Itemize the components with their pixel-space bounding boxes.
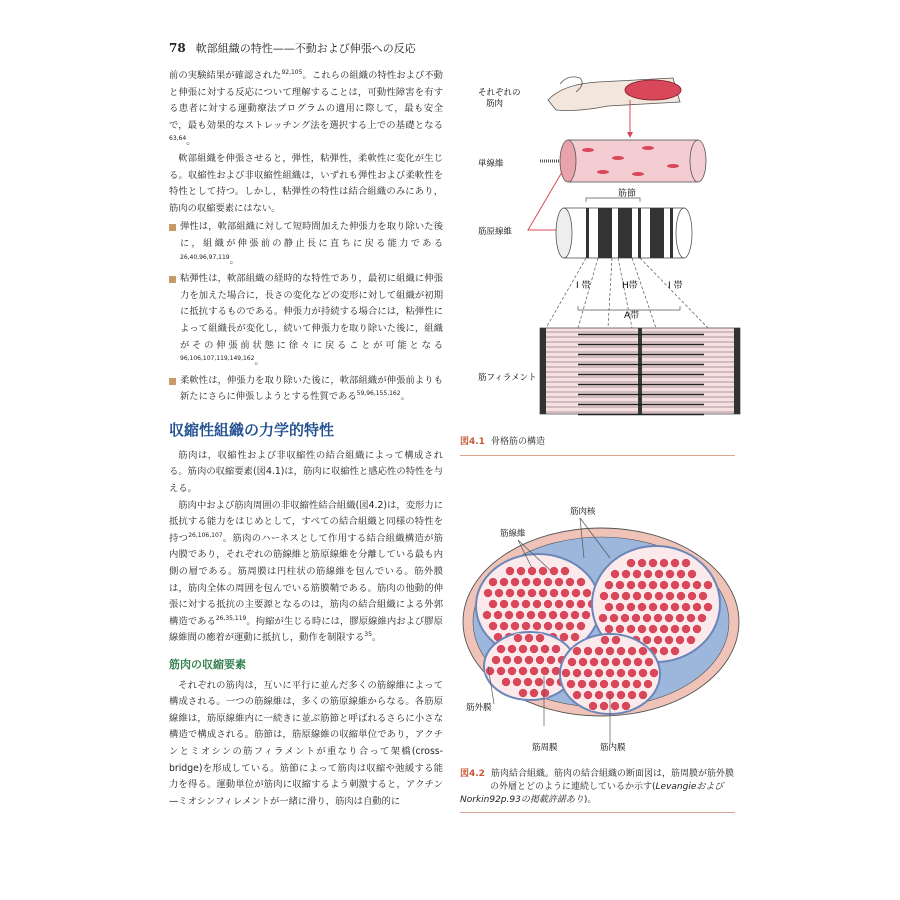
- muscle-fiber: [644, 657, 653, 666]
- muscle-fiber: [529, 688, 538, 697]
- muscle-fiber: [521, 599, 530, 608]
- bullet-plasticity: 柔軟性は，伸張力を取り除いた後に，軟部組織が伸張前よりも新たにさらに伸張しようとする性質である$^{59,96,155,162}$。: [169, 373, 443, 406]
- muscle-fiber: [659, 602, 668, 611]
- label-filament: 筋フィラメント: [478, 373, 537, 383]
- muscle-fiber: [605, 668, 614, 677]
- label-hband: H帯: [622, 281, 638, 291]
- muscle-fiber: [538, 566, 547, 575]
- muscle-fiber: [670, 580, 679, 589]
- muscle-fiber: [578, 657, 587, 666]
- muscle-fiber: [510, 599, 519, 608]
- muscle-fiber: [637, 580, 646, 589]
- paragraph-4: 筋肉中および筋肉周囲の非収縮性結合組織(図4.2)は，変形力に抵抗する能力をはじめとして，すべての結合組織と同様の特性を持つ$^{26,106,107}$。筋肉のハーネスとして作用する結合組織構造が筋内膜であり，それぞれの筋線維と筋原線維を分離している最も内側の層である。筋周膜は円柱状の筋線維を包んでいる。筋外膜は，筋肉全体の周囲を包んでいる筋膜鞘である。筋肉の他動的伸張に対する抵抗の主要源となるのは，筋肉の結合組織による外郭構造である$^{26,35,119}$。拘縮が生じる時には，膠原線維内および膠原線維間の癒着が運動に抵抗し，動作を制限する$^{35}$。: [169, 499, 443, 644]
- muscle-fiber: [687, 569, 696, 578]
- muscle-fiber: [485, 666, 494, 675]
- muscle-fiber: [637, 558, 646, 567]
- muscle-fiber: [491, 655, 500, 664]
- muscle-fiber: [524, 633, 533, 642]
- muscle-fiber: [686, 613, 695, 622]
- muscle-fiber: [482, 610, 491, 619]
- running-title: 軟部組織の特性——不動および伸張への反応: [195, 42, 416, 55]
- left-column: [169, 68, 443, 810]
- label-iband-1: I 帯: [576, 281, 591, 291]
- label-aband: A帯: [624, 311, 640, 321]
- paragraph-3: 筋肉は，収縮性および非収縮性の結合組織によって構成される。筋肉の収縮要素(図4.1)は，筋肉に収縮性と感応性の特性を与える。: [169, 449, 443, 495]
- muscle-fiber: [664, 613, 673, 622]
- muscle-fiber: [609, 613, 618, 622]
- muscle-fiber: [571, 588, 580, 597]
- muscle-fiber: [543, 599, 552, 608]
- muscle-fiber: [548, 610, 557, 619]
- muscle-fiber: [687, 591, 696, 600]
- muscle-fiber: [627, 668, 636, 677]
- muscle-fiber: [554, 577, 563, 586]
- muscle-fiber: [626, 558, 635, 567]
- muscle-fiber: [583, 668, 592, 677]
- muscle-fiber: [518, 644, 527, 653]
- muscle-fiber: [615, 624, 624, 633]
- muscle-fiber: [488, 577, 497, 586]
- muscle-fiber: [538, 588, 547, 597]
- muscle-fiber: [648, 558, 657, 567]
- label-sarcomere: 筋節: [618, 189, 637, 199]
- running-header: [169, 40, 416, 56]
- muscle-fiber: [681, 602, 690, 611]
- muscle-fiber: [659, 580, 668, 589]
- muscle-fiber: [620, 613, 629, 622]
- muscle-fiber: [521, 577, 530, 586]
- muscle-fiber: [521, 621, 530, 630]
- label-muscle-fiber: 筋線維: [500, 529, 526, 539]
- muscle-fiber: [648, 580, 657, 589]
- bullet-viscoelasticity: 粘弾性は，軟部組織の経時的な特性であり，最初に組織に伸張力を加えた場合に，長さの変化などの変形に対して組織が初期に抵抗するものである。伸張力が持続する場合には，粘弾性によって組織長が変化し，続いて伸張力を取り除いた後に，組織がその伸張前状態に徐々に戻ることが可能となる$^{96,106,107,119,149,162}$。: [169, 271, 443, 371]
- muscle-fiber: [692, 602, 701, 611]
- muscle-fiber: [551, 644, 560, 653]
- muscle-fiber: [527, 588, 536, 597]
- muscle-fiber: [496, 644, 505, 653]
- muscle-fiber: [654, 569, 663, 578]
- muscle-fiber: [488, 621, 497, 630]
- muscle-fiber: [626, 602, 635, 611]
- label-fiber: 単線維: [478, 159, 504, 169]
- muscle-fiber: [643, 591, 652, 600]
- muscle-fiber: [659, 646, 668, 655]
- muscle-fiber: [567, 657, 576, 666]
- muscle-fiber: [510, 577, 519, 586]
- muscle-fiber: [599, 701, 608, 710]
- muscle-fiber: [676, 569, 685, 578]
- figure-4-2-caption: 図4.2 筋肉結合組織。筋肉の結合組織の断面図は，筋周膜が筋外膜 の外層とどのように連続しているか示す(LevangieおよびNorkin92p.93の掲載許諾あり)。: [460, 769, 734, 805]
- muscle-fiber: [643, 679, 652, 688]
- muscle-fiber: [621, 569, 630, 578]
- paragraph-1: 前の実験結果が確認された$^{92,105}$。これらの組織の特性および不動と伸張に対する反応について理解することは，可動性障害を有する患者に対する運動療法プログラムの適用に際して，最も安全で，最も効果的なストレッチング法を選択する上での基礎となる$^{63,64}$。: [169, 68, 443, 148]
- muscle-fiber: [501, 677, 510, 686]
- muscle-fiber: [653, 635, 662, 644]
- muscle-fiber: [524, 655, 533, 664]
- muscle-fiber: [554, 599, 563, 608]
- muscle-fiber: [621, 591, 630, 600]
- muscle-fiber: [516, 588, 525, 597]
- muscle-fiber: [697, 613, 706, 622]
- muscle-fiber: [637, 602, 646, 611]
- muscle-in-arm: [625, 80, 681, 100]
- muscle-fiber: [499, 577, 508, 586]
- muscle-fiber: [675, 613, 684, 622]
- muscle-fiber: [665, 591, 674, 600]
- figure-muscle-connective-tissue: [460, 498, 742, 756]
- muscle-fiber: [537, 610, 546, 619]
- bullet-square-icon: [169, 224, 176, 231]
- muscle-fiber: [529, 666, 538, 675]
- muscle-fiber: [615, 580, 624, 589]
- muscle-fiber: [577, 679, 586, 688]
- muscle-fiber: [589, 657, 598, 666]
- label-epimysium: 筋外膜: [466, 703, 492, 713]
- muscle-fiber: [502, 655, 511, 664]
- muscle-fiber: [523, 677, 532, 686]
- muscle-fiber: [594, 668, 603, 677]
- muscle-fiber: [632, 679, 641, 688]
- muscle-fiber: [581, 610, 590, 619]
- paragraph-5: それぞれの筋肉は，互いに平行に並んだ多くの筋線維によって構成される。一つの筋線維は，多くの筋原線維からなる。各筋原線維は，筋原線維内に一続きに並ぶ筋節と呼ばれるさらに小さな構造で構成される。筋節は，筋原線維の収縮単位であり，アクチンとミオシンの筋フィラメントが重なり合って架橋(cross-bridge)を形成している。筋節によって筋肉は収縮や弛緩する能力を得る。運動単位が筋肉に収縮するよう刺激すると，アクチン—ミオシンフィレメントが一緒に滑り，筋肉は自動的に: [169, 679, 443, 807]
- muscle-fiber: [665, 569, 674, 578]
- muscle-fiber: [681, 624, 690, 633]
- muscle-fiber: [626, 580, 635, 589]
- muscle-fiber: [616, 646, 625, 655]
- muscle-fiber: [632, 591, 641, 600]
- muscle-fiber: [654, 591, 663, 600]
- muscle-fiber: [670, 558, 679, 567]
- muscle-fiber: [549, 588, 558, 597]
- muscle-fiber: [637, 624, 646, 633]
- muscle-fiber: [638, 668, 647, 677]
- muscle-fiber: [504, 610, 513, 619]
- muscle-fiber: [599, 679, 608, 688]
- muscle-fiber: [588, 679, 597, 688]
- label-myofibril: 筋原線維: [478, 227, 513, 237]
- muscle-fiber: [507, 666, 516, 675]
- muscle-fiber: [513, 633, 522, 642]
- muscle-fiber: [559, 610, 568, 619]
- muscle-fiber: [610, 569, 619, 578]
- muscle-fiber: [513, 655, 522, 664]
- muscle-fiber: [566, 679, 575, 688]
- muscle-fiber: [653, 613, 662, 622]
- muscle-fiber: [570, 632, 579, 641]
- muscle-fiber: [545, 677, 554, 686]
- muscle-fiber: [610, 701, 619, 710]
- muscle-fiber: [621, 701, 630, 710]
- muscle-fiber: [499, 599, 508, 608]
- muscle-fiber: [703, 580, 712, 589]
- muscle-fiber: [616, 690, 625, 699]
- muscle-fiber: [561, 668, 570, 677]
- muscle-fiber: [507, 644, 516, 653]
- muscle-fiber: [505, 566, 514, 575]
- muscle-fiber: [583, 690, 592, 699]
- muscle-fiber: [686, 635, 695, 644]
- muscle-fiber: [576, 599, 585, 608]
- muscle-fiber: [642, 613, 651, 622]
- muscle-fiber: [670, 602, 679, 611]
- muscle-fiber: [532, 621, 541, 630]
- muscle-fiber: [610, 591, 619, 600]
- muscle-fiber: [604, 602, 613, 611]
- fiber-cylinder: [568, 140, 698, 182]
- muscle-fiber: [659, 624, 668, 633]
- muscle-fiber: [627, 690, 636, 699]
- muscle-fiber: [565, 621, 574, 630]
- muscle-fiber: [626, 624, 635, 633]
- paragraph-2: 軟部組織を伸張させると，弾性，粘弾性，柔軟性に変化が生じる。収縮性および非収縮性組織は，いずれも弾性および柔軟性を特性として持つ。しかし，粘弾性の特性は結合組織のみにあり，筋肉の収縮要素にはない。: [169, 152, 443, 214]
- muscle-fiber: [631, 613, 640, 622]
- muscle-fiber: [583, 646, 592, 655]
- muscle-fiber: [681, 558, 690, 567]
- muscle-fiber: [703, 602, 712, 611]
- muscle-fiber: [659, 558, 668, 567]
- muscle-fiber: [692, 580, 701, 589]
- muscle-fiber: [627, 646, 636, 655]
- muscle-fiber: [600, 657, 609, 666]
- muscle-fiber: [554, 621, 563, 630]
- muscle-fiber: [622, 657, 631, 666]
- muscle-fiber: [518, 688, 527, 697]
- muscle-fiber: [488, 599, 497, 608]
- muscle-fiber: [610, 679, 619, 688]
- muscle-fiber: [529, 644, 538, 653]
- muscle-fiber: [535, 655, 544, 664]
- muscle-fiber: [496, 666, 505, 675]
- caption-rule: [460, 812, 735, 813]
- page-number: 78: [169, 41, 186, 55]
- muscle-fiber: [611, 635, 620, 644]
- muscle-fiber: [582, 588, 591, 597]
- muscle-fiber: [572, 690, 581, 699]
- subsection-heading: 筋肉の収縮要素: [169, 658, 246, 671]
- muscle-fiber: [670, 624, 679, 633]
- muscle-fiber: [576, 621, 585, 630]
- muscle-fiber: [494, 588, 503, 597]
- muscle-fiber: [599, 591, 608, 600]
- muscle-fiber: [675, 635, 684, 644]
- caption-rule: [460, 455, 735, 456]
- muscle-fiber: [643, 569, 652, 578]
- muscle-fiber: [616, 668, 625, 677]
- figure-4-1-caption: 図4.1 骨格筋の構造: [460, 437, 545, 447]
- muscle-fiber: [632, 569, 641, 578]
- muscle-fiber: [560, 588, 569, 597]
- muscle-fiber: [535, 633, 544, 642]
- muscle-fiber: [638, 690, 647, 699]
- muscle-fiber: [505, 588, 514, 597]
- section-heading: 収縮性組織の力学的特性: [169, 420, 335, 439]
- muscle-fiber: [518, 666, 527, 675]
- muscle-fiber: [483, 588, 492, 597]
- muscle-fiber: [664, 635, 673, 644]
- muscle-fiber: [540, 666, 549, 675]
- muscle-fiber: [572, 668, 581, 677]
- muscle-fiber: [588, 701, 597, 710]
- muscle-fiber: [540, 644, 549, 653]
- muscle-fiber: [543, 621, 552, 630]
- bullet-elasticity: 弾性は，軟部組織に対して短時間加えた伸張力を取り除いた後に，組織が伸張前の静止長に直ちに戻る能力である$^{26,40,96,97,119}$。: [169, 219, 443, 269]
- muscle-fiber: [499, 621, 508, 630]
- muscle-fiber: [648, 602, 657, 611]
- label-nucleus: 筋肉核: [570, 507, 596, 517]
- muscle-fiber: [598, 613, 607, 622]
- muscle-fiber: [600, 635, 609, 644]
- muscle-fiber: [560, 566, 569, 575]
- label-muscle: それぞれの筋肉: [478, 88, 521, 109]
- muscle-fiber: [681, 580, 690, 589]
- figure-skeletal-muscle: [468, 62, 748, 430]
- muscle-fiber: [565, 599, 574, 608]
- muscle-fiber: [604, 624, 613, 633]
- muscle-fiber: [532, 577, 541, 586]
- muscle-fiber: [621, 679, 630, 688]
- muscle-fiber: [638, 646, 647, 655]
- muscle-fiber: [516, 566, 525, 575]
- muscle-fiber: [565, 577, 574, 586]
- label-endomysium: 筋内膜: [600, 743, 626, 753]
- muscle-fiber: [543, 577, 552, 586]
- muscle-fiber: [642, 635, 651, 644]
- muscle-fiber: [510, 621, 519, 630]
- muscle-fiber: [670, 646, 679, 655]
- muscle-fiber: [594, 646, 603, 655]
- muscle-fiber: [611, 657, 620, 666]
- muscle-fiber: [570, 610, 579, 619]
- muscle-fiber: [605, 646, 614, 655]
- muscle-fiber: [698, 591, 707, 600]
- muscle-fiber: [594, 690, 603, 699]
- muscle-fiber: [676, 591, 685, 600]
- muscle-fiber: [648, 624, 657, 633]
- muscle-fiber: [546, 655, 555, 664]
- muscle-fiber: [515, 610, 524, 619]
- muscle-fiber: [493, 610, 502, 619]
- muscle-fiber: [532, 599, 541, 608]
- label-iband-2: I 帯: [668, 281, 683, 291]
- muscle-fiber: [572, 646, 581, 655]
- label-perimysium: 筋周膜: [532, 743, 558, 753]
- muscle-fiber: [526, 610, 535, 619]
- muscle-fiber: [540, 688, 549, 697]
- muscle-fiber: [633, 657, 642, 666]
- muscle-fiber: [512, 677, 521, 686]
- muscle-fiber: [692, 624, 701, 633]
- bullet-square-icon: [169, 276, 176, 283]
- muscle-fiber: [534, 677, 543, 686]
- bullet-square-icon: [169, 378, 176, 385]
- muscle-fiber: [649, 668, 658, 677]
- muscle-fiber: [549, 566, 558, 575]
- muscle-fiber: [604, 580, 613, 589]
- muscle-fiber: [615, 602, 624, 611]
- muscle-fiber: [576, 577, 585, 586]
